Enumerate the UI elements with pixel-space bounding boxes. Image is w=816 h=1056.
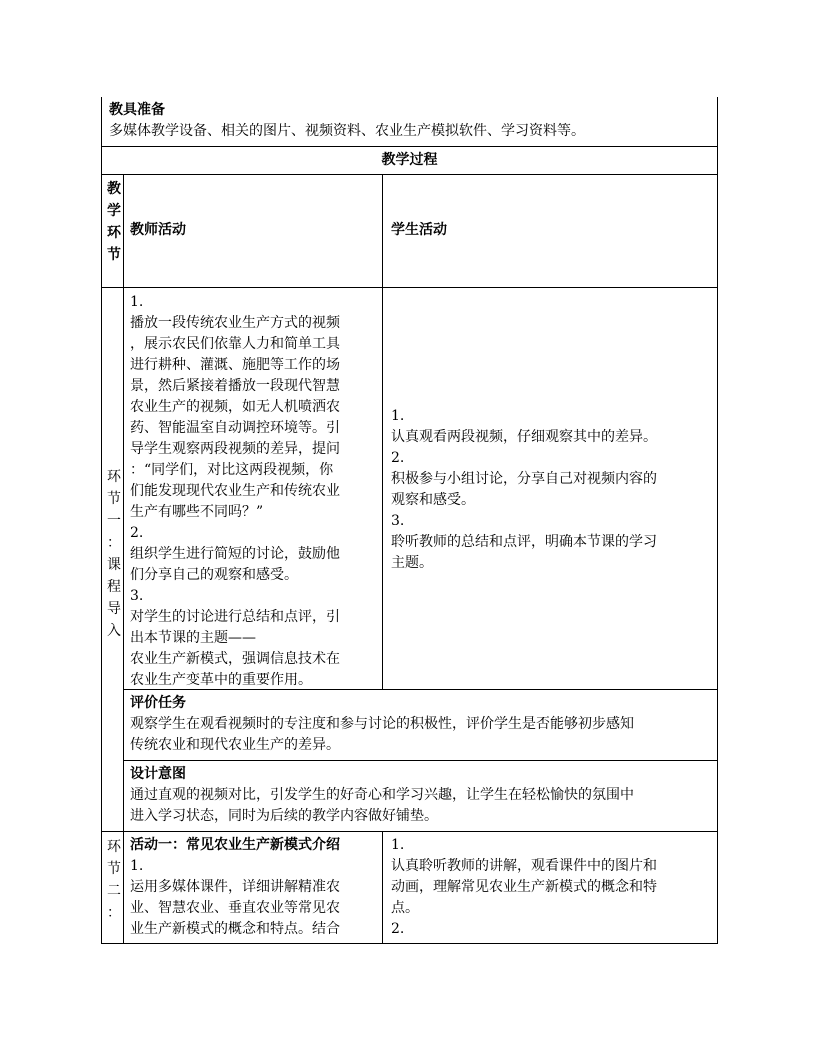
table-left-border	[101, 97, 102, 944]
stage1-label	[107, 466, 122, 656]
row-rule-stage1	[101, 287, 718, 288]
activity-one-title: 活动一：常见农业生产新模式介绍	[130, 837, 340, 853]
row-rule-headers	[101, 174, 718, 175]
stage-column-divider	[123, 174, 124, 944]
stage1-student-activity: 1. 认真观看两段视频，仔细观察其中的差异。 2. 积极参与小组讨论，分享自己对视频内容的 观察和感受。 3. 聆听教师的总结和点评，明确本节课的学习 主题。	[391, 408, 657, 571]
teaching-aids-section	[109, 100, 585, 142]
stage2-student-activity: 1. 认真聆听教师的讲解，观看课件中的图片和 动画，理解常见农业生产新模式的概念和特 点。 2.	[391, 837, 657, 937]
table-right-border	[717, 97, 718, 944]
evaluation-task: 评价任务 观察学生在观看视频时的专注度和参与讨论的积极性，评价学生是否能够初步感知 传统农业和现代农业生产的差异。	[130, 695, 634, 753]
student-activity-header: 学生活动	[391, 222, 447, 238]
stage-column-header	[107, 178, 122, 286]
stage2-label-text: 环 节 二 ：	[107, 839, 121, 921]
teaching-process-heading: 教学过程	[381, 152, 438, 168]
stage1-teacher-activity: 1. 播放一段传统农业生产方式的视频 ，展示农民们依靠人力和简单工具 进行耕种、灌溉、施肥等工作的场 景，然后紧接着播放一段现代智慧 农业生产的视频，如无人机喷洒农 药、智能温室自动调控环境等。引 导学生观察两段视频的差异，提问 ：“同学们，对比这两段视频，你 们能发现现代农业生产和传统农业 生产有哪些不同吗？” 2. 组织学生进行简短的讨论，鼓励他 们分享自己的观察和感受。 3. 对学生的讨论进行总结和点评，引 出本节课的主题—— 农业生产新模式，强调信息技术在 农业生产变革中的重要作用。	[130, 294, 340, 688]
stage1-label-text: 环 节 一 ： 课 程 导 入	[107, 469, 121, 639]
teacher-activity-header: 教师活动	[130, 222, 186, 238]
stage2-teacher-cell	[124, 832, 382, 943]
row-rule-design	[123, 760, 718, 761]
table-bottom-border	[101, 943, 718, 944]
stage-column-header-text: 教 学 环 节	[107, 181, 121, 263]
teaching-aids-title: 教具准备	[109, 102, 165, 118]
stage2-teacher-activity: 活动一：常见农业生产新模式介绍 1. 运用多媒体课件，详细讲解精准农 业、智慧农业、垂直农业等常见农 业生产新模式的概念和特点。结合	[130, 837, 340, 937]
teaching-aids-text: 多媒体教学设备、相关的图片、视频资料、农业生产模拟软件、学习资料等。	[109, 123, 585, 139]
design-intent: 设计意图 通过直观的视频对比，引发学生的好奇心和学习兴趣，让学生在轻松愉快的氛围中 进入学习状态，同时为后续的教学内容做好铺垫。	[130, 766, 634, 824]
design-intent-title: 设计意图	[130, 766, 186, 782]
evaluation-task-title: 评价任务	[130, 695, 186, 711]
activity-column-divider-1	[382, 174, 383, 689]
stage2-label	[107, 836, 122, 942]
stage2-student-cell	[383, 832, 717, 943]
row-rule-process	[101, 146, 718, 147]
